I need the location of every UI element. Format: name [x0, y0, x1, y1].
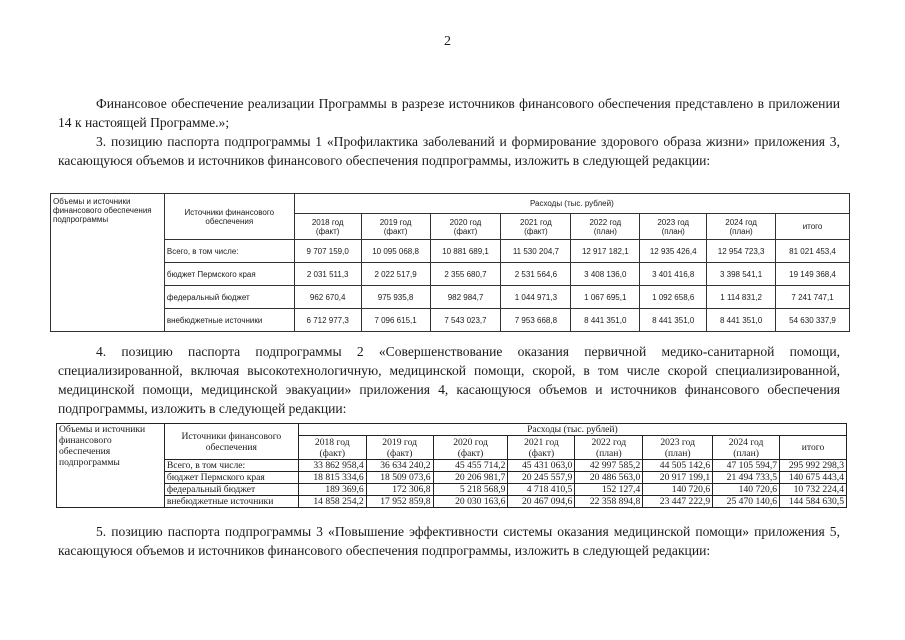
cell-value: 11 530 204,7 — [501, 240, 571, 263]
row-label: федеральный бюджет — [164, 286, 294, 309]
row-label: бюджет Пермского края — [164, 472, 298, 484]
cell-value: 3 401 416,8 — [640, 263, 707, 286]
row-label: внебюджетные источники — [164, 309, 294, 332]
year-header: 2023 год (план) — [640, 214, 707, 240]
cell-value: 1 092 658,6 — [640, 286, 707, 309]
table-row — [51, 309, 850, 332]
cell-value: 1 067 695,1 — [571, 286, 640, 309]
cell-value: 2 031 511,3 — [294, 263, 361, 286]
cell-value: 152 127,4 — [575, 484, 643, 496]
cell-value: 140 720,6 — [713, 484, 780, 496]
cell-value: 36 634 240,2 — [366, 460, 433, 472]
year-header: 2021 год (факт) — [508, 436, 575, 460]
cell-total: 7 241 747,1 — [776, 286, 850, 309]
cell-value: 42 997 585,2 — [575, 460, 643, 472]
cell-total: 144 584 630,5 — [780, 496, 847, 508]
year-header: 2023 год (план) — [643, 436, 713, 460]
cell-value: 4 718 410,5 — [508, 484, 575, 496]
cell-value: 9 707 159,0 — [294, 240, 361, 263]
cell-value: 17 952 859,8 — [366, 496, 433, 508]
year-header: 2018 год (факт) — [298, 436, 366, 460]
row-label: Всего, в том числе: — [164, 460, 298, 472]
cell-total: 19 149 368,4 — [776, 263, 850, 286]
cell-total: 10 732 224,4 — [780, 484, 847, 496]
cell-value: 962 670,4 — [294, 286, 361, 309]
cell-value: 33 862 958,4 — [298, 460, 366, 472]
cell-value: 5 218 568,9 — [433, 484, 508, 496]
cell-value: 189 369,6 — [298, 484, 366, 496]
cell-value: 18 815 334,6 — [298, 472, 366, 484]
expenses-header: Расходы (тыс. рублей) — [294, 194, 849, 214]
cell-value: 1 114 831,2 — [707, 286, 776, 309]
cell-value: 10 881 689,1 — [430, 240, 501, 263]
year-header: 2019 год (факт) — [366, 436, 433, 460]
paragraph-item-4: 4. позицию паспорта подпрограммы 2 «Совершенствование оказания первичной медико-санитарной помощи, специализированной, включая высокотехнологичную, медицинской помощи, скорой, в том числе скорой специализированной, медицинской помощи, медицинской эвакуации» приложения 4, касающуюся объемов и источников финансового обеспечения подпрограммы, изложить в следующей редакции: — [58, 344, 840, 416]
table-row — [57, 472, 847, 484]
cell-value: 2 355 680,7 — [430, 263, 501, 286]
year-header: 2024 год (план) — [713, 436, 780, 460]
expenses-header: Расходы (тыс. рублей) — [298, 424, 846, 436]
cell-total: 140 675 443,4 — [780, 472, 847, 484]
cell-value: 7 096 615,1 — [361, 309, 430, 332]
cell-value: 12 954 723,3 — [707, 240, 776, 263]
total-header: итого — [776, 214, 850, 240]
table-row — [57, 496, 847, 508]
cell-value: 20 206 981,7 — [433, 472, 508, 484]
cell-value: 45 431 063,0 — [508, 460, 575, 472]
cell-value: 6 712 977,3 — [294, 309, 361, 332]
sources-header: Источники финансового обеспечения — [164, 424, 298, 460]
meta-label: Объемы и источники финансового обеспечения подпрограммы — [51, 194, 165, 332]
sources-header: Источники финансового обеспечения — [164, 194, 294, 240]
cell-value: 8 441 351,0 — [707, 309, 776, 332]
row-label: Всего, в том числе: — [164, 240, 294, 263]
cell-value: 8 441 351,0 — [571, 309, 640, 332]
year-header: 2018 год (факт) — [294, 214, 361, 240]
table-row — [51, 263, 850, 286]
year-header: 2019 год (факт) — [361, 214, 430, 240]
cell-value: 44 505 142,6 — [643, 460, 713, 472]
cell-value: 18 509 073,6 — [366, 472, 433, 484]
cell-value: 3 408 136,0 — [571, 263, 640, 286]
row-label: федеральный бюджет — [164, 484, 298, 496]
cell-value: 12 935 426,4 — [640, 240, 707, 263]
year-header: 2022 год (план) — [575, 436, 643, 460]
cell-value: 3 398 541,1 — [707, 263, 776, 286]
paragraph-financing-note: Финансовое обеспечение реализации Программы в разрезе источников финансового обеспечения представлено в приложении 14 к настоящей Программе.»; — [58, 96, 840, 130]
cell-value: 1 044 971,3 — [501, 286, 571, 309]
cell-total: 295 992 298,3 — [780, 460, 847, 472]
cell-total: 54 630 337,9 — [776, 309, 850, 332]
cell-value: 20 030 163,6 — [433, 496, 508, 508]
table-row — [57, 460, 847, 472]
cell-value: 25 470 140,6 — [713, 496, 780, 508]
row-label: бюджет Пермского края — [164, 263, 294, 286]
table-row — [51, 240, 850, 263]
cell-value: 975 935,8 — [361, 286, 430, 309]
cell-value: 7 543 023,7 — [430, 309, 501, 332]
financing-table-subprogram-2 — [56, 423, 847, 508]
cell-value: 7 953 668,8 — [501, 309, 571, 332]
cell-value: 20 467 094,6 — [508, 496, 575, 508]
cell-value: 2 022 517,9 — [361, 263, 430, 286]
financing-table-subprogram-1 — [50, 193, 850, 332]
cell-value: 12 917 182,1 — [571, 240, 640, 263]
cell-value: 172 306,8 — [366, 484, 433, 496]
cell-value: 21 494 733,5 — [713, 472, 780, 484]
cell-value: 22 358 894,8 — [575, 496, 643, 508]
year-header: 2024 год (план) — [707, 214, 776, 240]
year-header: 2020 год (факт) — [433, 436, 508, 460]
total-header: итого — [780, 436, 847, 460]
cell-value: 45 455 714,2 — [433, 460, 508, 472]
page-number: 2 — [444, 34, 451, 49]
cell-value: 20 917 199,1 — [643, 472, 713, 484]
paragraph-item-5: 5. позицию паспорта подпрограммы 3 «Повышение эффективности системы оказания медицинской помощи» приложения 5, касающуюся объемов и источников финансового обеспечения подпрограммы, изложить в следующей редакции: — [58, 524, 840, 558]
row-label: внебюджетные источники — [164, 496, 298, 508]
cell-value: 47 105 594,7 — [713, 460, 780, 472]
cell-value: 23 447 222,9 — [643, 496, 713, 508]
table-row — [57, 484, 847, 496]
cell-value: 140 720,6 — [643, 484, 713, 496]
cell-total: 81 021 453,4 — [776, 240, 850, 263]
cell-value: 20 245 557,9 — [508, 472, 575, 484]
year-header: 2020 год (факт) — [430, 214, 501, 240]
cell-value: 10 095 068,8 — [361, 240, 430, 263]
table-row — [51, 286, 850, 309]
meta-label: Объемы и источники финансового обеспечения подпрограммы — [57, 424, 165, 508]
cell-value: 2 531 564,6 — [501, 263, 571, 286]
cell-value: 982 984,7 — [430, 286, 501, 309]
paragraph-item-3: 3. позицию паспорта подпрограммы 1 «Профилактика заболеваний и формирование здорового образа жизни» приложения 3, касающуюся объемов и источников финансового обеспечения подпрограммы, изложить в следующей редакции: — [58, 134, 840, 168]
cell-value: 20 486 563,0 — [575, 472, 643, 484]
cell-value: 8 441 351,0 — [640, 309, 707, 332]
cell-value: 14 858 254,2 — [298, 496, 366, 508]
year-header: 2022 год (план) — [571, 214, 640, 240]
year-header: 2021 год (факт) — [501, 214, 571, 240]
